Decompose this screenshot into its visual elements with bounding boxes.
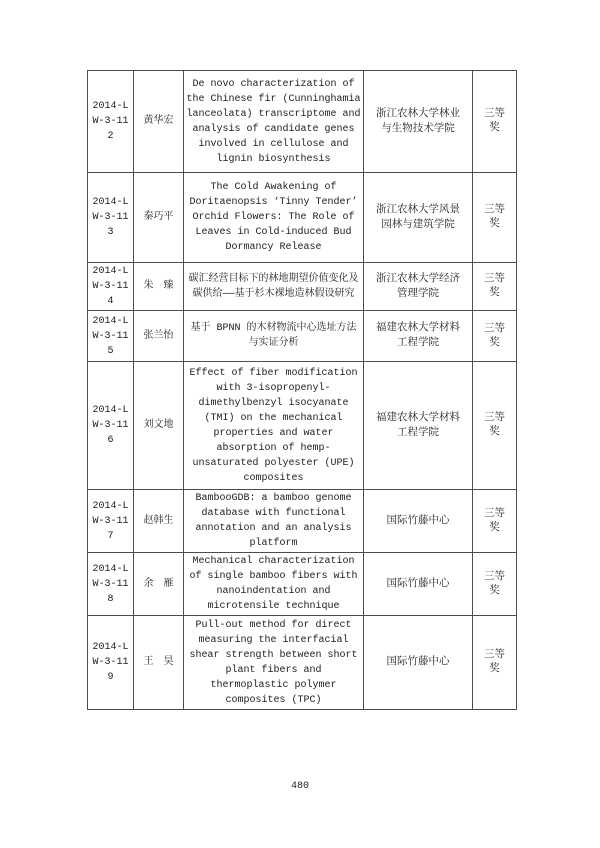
cell-award-level: [473, 553, 517, 616]
cell-institution: [364, 263, 473, 311]
cell-recipient-name: 赵韩生: [134, 490, 184, 553]
cell-paper-title: De novo characterization of the Chinese fir (Cunninghamia lanceolata) transcriptome and analysis of candidate genes involved in cellulose and lignin biosynthesis: [184, 71, 364, 173]
cell-paper-title: Mechanical characterization of single bamboo fibers with nanoindentation and microtensile technique: [184, 553, 364, 616]
institution-text: 国际竹藤中心: [386, 514, 450, 527]
award-level-text: 三等奖: [484, 649, 505, 675]
page-number: 480: [290, 781, 309, 792]
award-level-text: 三等奖: [484, 507, 505, 534]
cell-award-id: [88, 173, 134, 263]
cell-award-level: [473, 311, 517, 362]
table-row: [88, 362, 517, 490]
cell-recipient-name: 朱 臻: [134, 263, 184, 311]
award-level-text: 三等奖: [484, 273, 505, 299]
award-level-text: 三等奖: [484, 108, 505, 134]
cell-institution: [364, 362, 473, 490]
cell-award-id: [88, 616, 134, 710]
cell-award-level: [473, 71, 517, 173]
table-row: [88, 553, 517, 616]
award-id-text: 2014-LW-3-112: [92, 101, 129, 142]
table-row: [88, 173, 517, 263]
cell-recipient-name: 秦巧平: [134, 173, 184, 263]
award-id-text: 2014-LW-3-117: [92, 500, 129, 542]
cell-institution: [364, 71, 473, 173]
cell-award-id: [88, 490, 134, 553]
cell-institution: [364, 553, 473, 616]
institution-text: 国际竹藤中心: [386, 656, 450, 668]
institution-text: 福建农林大学材料工程学院: [376, 411, 460, 439]
cell-recipient-name: 王 昊: [134, 616, 184, 710]
award-level-text: 三等奖: [484, 412, 505, 438]
award-id-text: 2014-LW-3-118: [92, 563, 129, 605]
cell-recipient-name: 刘文地: [134, 362, 184, 490]
cell-award-level: [473, 263, 517, 311]
cell-award-level: [473, 490, 517, 553]
award-level-text: 三等奖: [484, 204, 505, 230]
award-id-text: 2014-LW-3-119: [92, 642, 129, 683]
award-id-text: 2014-LW-3-116: [92, 405, 129, 446]
cell-paper-title: 基于 BPNN 的木材物流中心选址方法与实证分析: [184, 311, 364, 362]
cell-institution: [364, 173, 473, 263]
cell-paper-title: Pull-out method for direct measuring the interfacial shear strength between short plant fibers and thermoplastic polymer composites (TPC): [184, 616, 364, 710]
cell-institution: [364, 311, 473, 362]
cell-paper-title: Effect of fiber modification with 3-isopropenyl-dimethylbenzyl isocyanate (TMI) on the mechanical properties and water absorption of hemp-unsaturated polyester (UPE) composites: [184, 362, 364, 490]
award-id-text: 2014-LW-3-115: [92, 315, 129, 357]
cell-paper-title: The Cold Awakening of Doritaenopsis ‘Tinny Tender’ Orchid Flowers: The Role of Leaves in Cold-induced Bud Dormancy Release: [184, 173, 364, 263]
cell-award-id: [88, 362, 134, 490]
table-row: [88, 263, 517, 311]
institution-text: 福建农林大学材料工程学院: [376, 322, 460, 349]
cell-recipient-name: 张兰怡: [134, 311, 184, 362]
awards-table: [87, 70, 517, 710]
cell-award-level: [473, 616, 517, 710]
table-row: [88, 490, 517, 553]
institution-text: 浙江农林大学风景园林与建筑学院: [376, 203, 460, 231]
table-row: [88, 616, 517, 710]
cell-award-id: [88, 311, 134, 362]
award-id-text: 2014-LW-3-113: [92, 197, 129, 238]
table-row: [88, 311, 517, 362]
cell-award-id: [88, 71, 134, 173]
cell-institution: [364, 616, 473, 710]
cell-award-id: [88, 553, 134, 616]
cell-recipient-name: 余 雁: [134, 553, 184, 616]
cell-paper-title: 碳汇经营目标下的林地期望价值变化及碳供给——基于杉木裸地造林假设研究: [184, 263, 364, 311]
award-level-text: 三等奖: [484, 570, 505, 597]
award-id-text: 2014-LW-3-114: [92, 266, 129, 307]
institution-text: 浙江农林大学林业与生物技术学院: [376, 107, 460, 135]
cell-paper-title: BambooGDB: a bamboo genome database with functional annotation and an analysis platform: [184, 490, 364, 553]
table-row: [88, 71, 517, 173]
cell-award-level: [473, 362, 517, 490]
award-level-text: 三等奖: [484, 322, 505, 349]
cell-award-id: [88, 263, 134, 311]
cell-award-level: [473, 173, 517, 263]
cell-recipient-name: 黄华宏: [134, 71, 184, 173]
institution-text: 国际竹藤中心: [386, 577, 450, 590]
cell-institution: [364, 490, 473, 553]
institution-text: 浙江农林大学经济管理学院: [376, 272, 460, 300]
